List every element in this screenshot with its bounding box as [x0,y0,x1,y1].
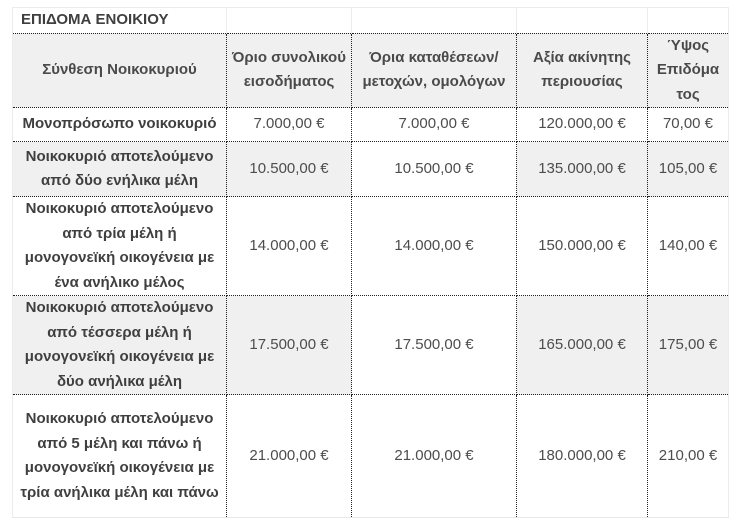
household-cell: Νοικοκυριό αποτελούμενο από 5 μέλη και πάνω ή μονογονεϊκή οικογένεια με τρία ανήλικα μέλη και πάνω [13,395,227,518]
deposits-limit-cell: 7.000,00 € [352,108,517,142]
header-benefit-amount: Ύψος Επιδόμα τος [648,33,729,108]
benefit-cell: 70,00 € [648,108,729,142]
benefit-cell: 210,00 € [648,395,729,518]
household-cell: Μονοπρόσωπο νοικοκυριό [13,108,227,142]
table-row [13,395,729,518]
table-title-row [13,8,729,34]
table-header-row [13,33,729,108]
rent-allowance-table [12,7,729,518]
deposits-limit-cell: 17.500,00 € [352,296,517,395]
deposits-limit-cell: 21.000,00 € [352,395,517,518]
property-value-cell: 165.000,00 € [517,296,648,395]
property-value-cell: 180.000,00 € [517,395,648,518]
empty-cell [648,8,729,34]
benefit-cell: 175,00 € [648,296,729,395]
header-deposits-limit: Όρια καταθέσεων/ μετοχών, ομολόγων [352,33,517,108]
property-value-cell: 135.000,00 € [517,142,648,197]
income-limit-cell: 14.000,00 € [227,197,352,296]
empty-cell [227,8,352,34]
property-value-cell: 120.000,00 € [517,108,648,142]
header-income-limit: Όριο συνολικού εισοδήματος [227,33,352,108]
rent-allowance-table-container [12,7,728,518]
table-row [13,296,729,395]
header-property-value: Αξία ακίνητης περιουσίας [517,33,648,108]
empty-cell [352,8,517,34]
deposits-limit-cell: 14.000,00 € [352,197,517,296]
empty-cell [517,8,648,34]
header-household-composition: Σύνθεση Νοικοκυριού [13,33,227,108]
table-row [13,197,729,296]
benefit-cell: 105,00 € [648,142,729,197]
table-row [13,142,729,197]
property-value-cell: 150.000,00 € [517,197,648,296]
household-cell: Νοικοκυριό αποτελούμενο από τέσσερα μέλη ή μονογονεϊκή οικογένεια με δύο ανήλικα μέλη [13,296,227,395]
household-cell: Νοικοκυριό αποτελούμενο από δύο ενήλικα μέλη [13,142,227,197]
deposits-limit-cell: 10.500,00 € [352,142,517,197]
income-limit-cell: 7.000,00 € [227,108,352,142]
table-title: ΕΠΙΔΟΜΑ ΕΝΟΙΚΙΟΥ [13,8,227,34]
table-row [13,108,729,142]
benefit-cell: 140,00 € [648,197,729,296]
income-limit-cell: 21.000,00 € [227,395,352,518]
income-limit-cell: 10.500,00 € [227,142,352,197]
income-limit-cell: 17.500,00 € [227,296,352,395]
household-cell: Νοικοκυριό αποτελούμενο από τρία μέλη ή μονογονεϊκή οικογένεια με ένα ανήλικο μέλος [13,197,227,296]
